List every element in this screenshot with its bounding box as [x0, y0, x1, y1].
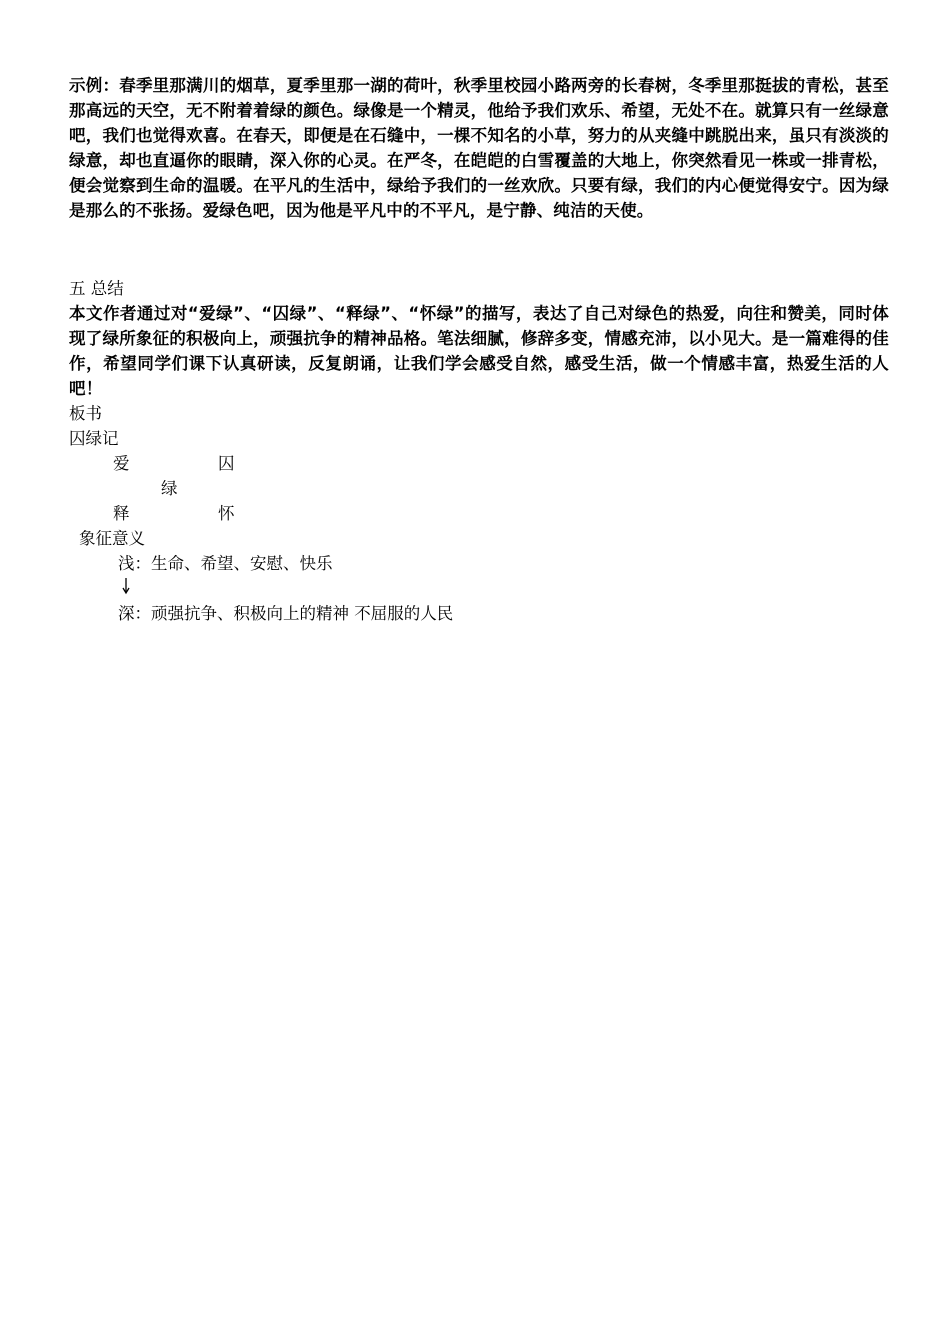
deep-meaning: 深：顽强抗争、积极向上的精神 不屈服的人民 [118, 604, 454, 623]
board-word-lv: 绿 [161, 479, 178, 498]
board-word-huai: 怀 [218, 504, 235, 523]
symbol-meaning-title: 象征意义 [79, 529, 145, 548]
board-word-qiu: 囚 [218, 454, 235, 473]
shallow-meaning: 浅：生命、希望、安慰、快乐 [118, 554, 333, 573]
summary-paragraph: 本文作者通过对“爱绿”、“囚绿”、“释绿”、“怀绿”的描写，表达了自己对绿色的热爱，向往和赞美，同时体现了绿所象征的积极向上，顽强抗争的精神品格。笔法细腻，修辞多变，情感充沛，以小见大。是一篇难得的佳作，希望同学们课下认真研读，反复朗诵，让我们学会感受自然，感受生活，做一个情感丰富，热爱生活的人吧！ [69, 304, 889, 398]
board-word-ai: 爱 [113, 454, 130, 473]
summary-heading: 五 总结 [69, 279, 124, 298]
blackboard-label: 板书 [69, 404, 102, 423]
down-arrow-icon [120, 577, 132, 595]
example-paragraph: 示例：春季里那满川的烟草，夏季里那一湖的荷叶，秋季里校园小路两旁的长春树，冬季里那挺拔的青松，甚至那高远的天空，无不附着着绿的颜色。绿像是一个精灵，他给予我们欢乐、希望，无处不在。就算只有一丝绿意吧，我们也觉得欢喜。在春天，即便是在石缝中，一棵不知名的小草，努力的从夹缝中跳脱出来，虽只有淡淡的绿意，却也直逼你的眼睛，深入你的心灵。在严冬，在皑皑的白雪覆盖的大地上，你突然看见一株或一排青松，便会觉察到生命的温暖。在平凡的生活中，绿给予我们的一丝欢欣。只要有绿，我们的内心便觉得安宁。因为绿是那么的不张扬。爱绿色吧，因为他是平凡中的不平凡，是宁静、纯洁的天使。 [69, 76, 889, 220]
board-word-shi: 释 [113, 504, 130, 523]
blackboard-title: 囚绿记 [69, 429, 119, 448]
